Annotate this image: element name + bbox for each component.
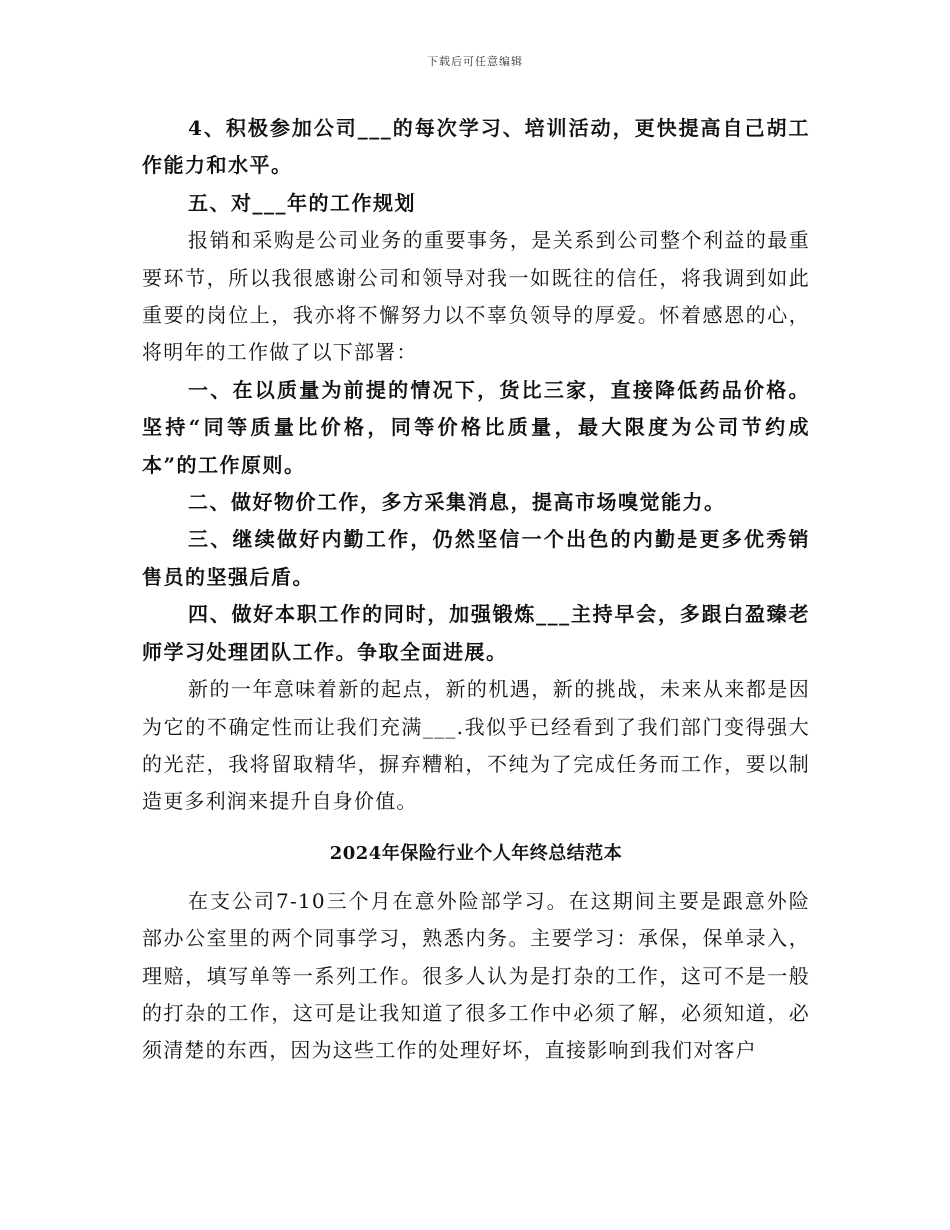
document-title: 2024年保险行业个人年终总结范本 <box>329 842 623 864</box>
paragraph-plan-item-2: 二、做好物价工作，多方采集消息，提高市场嗅觉能力。 <box>188 490 726 515</box>
paragraph-insurance-summary: 在支公司7-10三个月在意外险部学习。在这期间主要是跟意外险部办公室里的两个同事学习，熟悉内务。主要学习：承保，保单录入，理赔，填写单等一系列工作。很多人认为是打杂的工作，这可不是一般的打杂的工作，这可是让我知道了很多工作中必须了解，必须知道，必须清楚的东西，因为这些工作的处理好坏，直接影响到我们对客户 <box>142 888 810 1063</box>
paragraph-plan-item-1: 一、在以质量为前提的情况下，货比三家，直接降低药品价格。坚持“同等质量比价格，同等价格比质量，最大限度为公司节约成本”的工作原则。 <box>142 377 810 477</box>
paragraph-plan-item-3: 三、继续做好内勤工作，仍然坚信一个出色的内勤是更多优秀销售员的坚强后盾。 <box>142 527 810 589</box>
page-header-note: 下载后可任意编辑 <box>427 55 523 68</box>
paragraph-item-4-learning: 4、积极参加公司___的每次学习、培训活动，更快提高自己胡工作能力和水平。 <box>142 116 810 178</box>
paragraph-reimbursement-procurement: 报销和采购是公司业务的重要事务，是关系到公司整个利益的最重要环节，所以我很感谢公司和领导对我一如既往的信任，将我调到如此重要的岗位上，我亦将不懈努力以不辜负领导的厚爱。怀着感恩的心，将明年的工作做了以下部署： <box>142 228 810 365</box>
document-body <box>142 110 810 1070</box>
section-heading-work-plan: 五、对___年的工作规划 <box>188 190 416 215</box>
paragraph-new-year-outlook: 新的一年意味着新的起点，新的机遇，新的挑战，未来从来都是因为它的不确定性而让我们充满___.我似乎已经看到了我们部门变得强大的光茫，我将留取精华，摒弃糟粕，不纯为了完成任务而工作，要以制造更多利润来提升自身价值。 <box>142 677 810 814</box>
paragraph-plan-item-4: 四、做好本职工作的同时，加强锻炼___主持早会，多跟白盈臻老师学习处理团队工作。争取全面进展。 <box>142 602 810 664</box>
